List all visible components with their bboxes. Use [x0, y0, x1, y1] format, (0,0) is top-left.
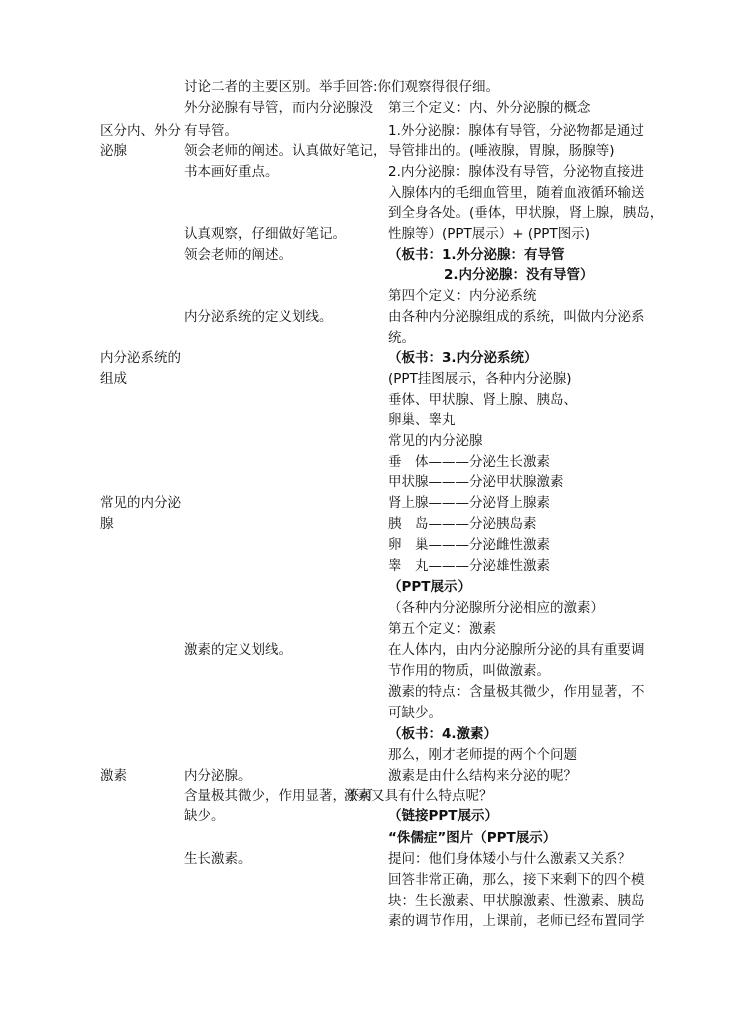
teacher-activity-line: (PPT挂图展示，各种内分泌腺)	[388, 371, 572, 387]
student-activity-line: 认真观察，仔细做好笔记。	[184, 226, 346, 242]
student-activity-line: 内分泌腺。	[184, 768, 252, 784]
gland-hormone-pair: 睾 丸———分泌雄性激素	[388, 558, 550, 574]
teacher-activity-line: 块：生长激素、甲状腺激素、性激素、胰岛	[388, 893, 645, 909]
gland-hormone-pair: 肾上腺———分泌肾上腺素	[388, 495, 550, 511]
teacher-activity-line: 统。	[388, 330, 415, 346]
teacher-activity-line: 导管排出的。(唾液腺，胃腺，肠腺等)	[388, 143, 615, 159]
teacher-activity-line: 激素是由什么结构来分泌的呢？	[388, 768, 577, 784]
teacher-activity-line: 卵巢、睾丸	[388, 412, 456, 428]
board-note-line: （板书：3.内分泌系统）	[388, 350, 538, 366]
board-note-line: （板书：1.外分泌腺：有导管	[388, 247, 565, 263]
student-activity-line: 讨论二者的主要区别。举手回答:你们观察得很仔细。	[184, 79, 500, 95]
student-activity-line: 内分泌系统的定义划线。	[184, 309, 333, 325]
topic-common-glands-1: 常见的内分泌	[100, 495, 181, 511]
teacher-activity-line: 激素的特点：含量极其微少，作用显著，不	[388, 684, 645, 700]
student-activity-line: 激素的定义划线。	[184, 642, 292, 658]
teacher-activity-line: 常见的内分泌腺	[388, 433, 483, 449]
topic-endocrine-system-1: 内分泌系统的	[100, 350, 181, 366]
teacher-activity-line: 在人体内，由内分泌腺所分泌的具有重要调	[388, 642, 645, 658]
gland-hormone-pair: 甲状腺———分泌甲状腺激素	[388, 474, 564, 490]
ppt-note: “侏儒症”图片（PPT展示）	[388, 830, 557, 846]
teacher-activity-line: 到全身各处。(垂体，甲状腺，肾上腺，胰岛，	[388, 205, 664, 221]
teacher-activity-line: 节作用的物质，叫做激素。	[388, 663, 550, 679]
gland-hormone-pair: 卵 巢———分泌雌性激素	[388, 537, 550, 553]
teacher-activity-line: 可缺少。	[388, 705, 442, 721]
ppt-note: （PPT展示）	[388, 579, 471, 595]
teacher-activity-line: （各种内分泌腺所分泌相应的激素）	[388, 600, 604, 616]
gland-hormone-pair: 胰 岛———分泌胰岛素	[388, 516, 537, 532]
board-note-line: （板书：4.激素）	[388, 726, 498, 742]
teacher-activity-line: 那么，刚才老师提的两个个问题	[388, 747, 577, 763]
teacher-activity-line: 性腺等）(PPT展示）+ (PPT图示)	[388, 226, 590, 242]
topic-endocrine-system-2: 组成	[100, 371, 127, 387]
student-activity-line: 外分泌腺有导管，而内分泌腺没	[184, 100, 373, 116]
teacher-activity-line: 垂体、甲状腺、肾上腺、胰岛、	[388, 392, 577, 408]
topic-common-glands-2: 腺	[100, 516, 114, 532]
teacher-activity-line: 入腺体内的毛细血管里，随着血液循环输送	[388, 185, 645, 201]
teacher-activity-line: 第三个定义：内、外分泌腺的概念	[388, 100, 591, 116]
topic-hormone: 激素	[100, 768, 127, 784]
teacher-activity-line: 激素又具有什么特点呢？	[344, 788, 493, 804]
student-activity-line: 有导管。	[184, 123, 238, 139]
student-activity-line: 领会老师的阐述。认真做好笔记，	[184, 143, 387, 159]
student-activity-line: 含量极其微少，作用显著，不可	[184, 788, 373, 804]
teacher-activity-line: 第四个定义：内分泌系统	[388, 288, 537, 304]
student-activity-line: 领会老师的阐述。	[184, 247, 292, 263]
ppt-note: （链接PPT展示）	[388, 808, 498, 824]
teacher-activity-line: 回答非常正确，那么，接下来剩下的四个模	[388, 872, 645, 888]
teacher-activity-line: 素的调节作用，上课前，老师已经布置同学	[388, 913, 645, 929]
teacher-activity-line: 2.内分泌腺：腺体没有导管，分泌物直接进	[388, 164, 644, 180]
student-activity-line: 生长激素。	[184, 851, 252, 867]
teacher-activity-line: 第五个定义：激素	[388, 621, 496, 637]
board-note-line: 2.内分泌腺：没有导管）	[444, 267, 594, 283]
topic-distinguish-glands-1: 区分内、外分	[100, 123, 181, 139]
teacher-activity-line: 由各种内分泌腺组成的系统，叫做内分泌系	[388, 309, 645, 325]
gland-hormone-pair: 垂 体———分泌生长激素	[388, 454, 550, 470]
teacher-activity-line: 1.外分泌腺：腺体有导管，分泌物都是通过	[388, 123, 644, 139]
topic-distinguish-glands-2: 泌腺	[100, 143, 127, 159]
student-activity-line: 缺少。	[184, 808, 225, 824]
student-activity-line: 书本画好重点。	[184, 164, 279, 180]
teacher-activity-line: 提问：他们身体矮小与什么激素又关系？	[388, 851, 631, 867]
